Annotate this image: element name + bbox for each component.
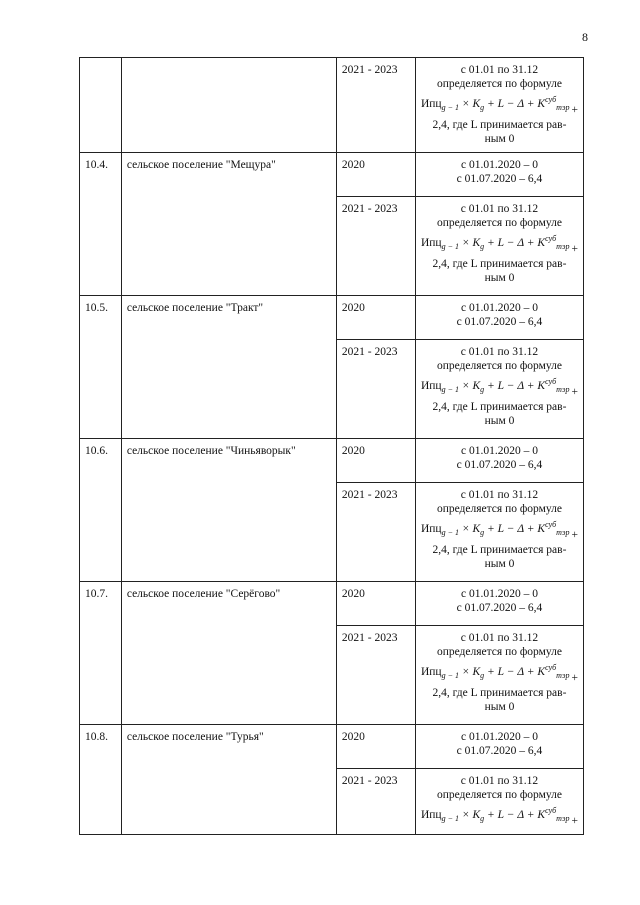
value-line: 2,4, где L принимается рав- [432, 119, 567, 132]
formula: $Ипц_{g - 1} \times K_g + L - \Delta + K^{суб}_{тэр}$ + [420, 234, 578, 255]
value-cell [415, 725, 583, 769]
value-line: с 01.01 по 31.12 [460, 775, 539, 787]
settlement-name-cell [121, 58, 336, 153]
value-cell [415, 296, 583, 340]
table-row [80, 58, 584, 153]
value-line: с 01.01 по 31.12 [460, 346, 539, 358]
row-number-cell: 10.7. [80, 582, 122, 725]
value-line: определяется по формуле [436, 646, 562, 658]
value-line: с 01.07.2020 – 6,4 [456, 745, 543, 757]
value-line: 2,4, где L принимается рав- [432, 258, 567, 271]
row-number-cell: 10.4. [80, 153, 122, 296]
value-line: определяется по формуле [436, 217, 562, 229]
value-line: 2,4, где L принимается рав- [432, 687, 567, 700]
settlement-name-cell: сельское поселение "Турья" [121, 725, 336, 835]
period-cell: 2021 - 2023 [336, 197, 415, 296]
table-row [80, 725, 584, 769]
row-number-cell: 10.6. [80, 439, 122, 582]
row-number-cell: 10.8. [80, 725, 122, 835]
table-row [80, 439, 584, 483]
row-number-cell [80, 58, 122, 153]
value-line: ным 0 [484, 558, 515, 571]
value-line: с 01.01 по 31.12 [460, 632, 539, 644]
value-line: ным 0 [484, 133, 515, 146]
value-cell [415, 483, 583, 582]
period-cell: 2021 - 2023 [336, 626, 415, 725]
period-cell: 2021 - 2023 [336, 340, 415, 439]
value-line: ным 0 [484, 272, 515, 285]
period-cell: 2020 [336, 153, 415, 197]
value-cell [415, 153, 583, 197]
value-cell [415, 340, 583, 439]
value-line: определяется по формуле [436, 360, 562, 372]
value-line: с 01.01.2020 – 0 [460, 731, 538, 743]
value-line: определяется по формуле [436, 789, 562, 801]
table-row [80, 296, 584, 340]
table-row [80, 582, 584, 626]
value-line: с 01.01.2020 – 0 [460, 588, 538, 600]
period-cell: 2021 - 2023 [336, 769, 415, 835]
value-cell [415, 58, 583, 153]
value-line: 2,4, где L принимается рав- [432, 544, 567, 557]
value-line: с 01.07.2020 – 6,4 [456, 173, 543, 185]
value-line: 2,4, где L принимается рав- [432, 401, 567, 414]
settlement-name-cell: сельское поселение "Мещура" [121, 153, 336, 296]
value-line: ным 0 [484, 701, 515, 714]
value-cell [415, 439, 583, 483]
value-cell [415, 197, 583, 296]
period-cell: 2021 - 2023 [336, 58, 415, 153]
value-line: с 01.01 по 31.12 [460, 203, 539, 215]
value-line: с 01.01.2020 – 0 [460, 445, 538, 457]
value-line: ным 0 [484, 415, 515, 428]
period-cell: 2021 - 2023 [336, 483, 415, 582]
period-cell: 2020 [336, 439, 415, 483]
formula: $Ипц_{g - 1} \times K_g + L - \Delta + K^{суб}_{тэр}$ + [420, 377, 578, 398]
value-cell [415, 582, 583, 626]
table-row [80, 153, 584, 197]
period-cell: 2020 [336, 296, 415, 340]
formula: $Ипц_{g - 1} \times K_g + L - \Delta + K^{суб}_{тэр}$ + [420, 806, 578, 827]
value-line: с 01.01 по 31.12 [460, 489, 539, 501]
value-line: с 01.01.2020 – 0 [460, 302, 538, 314]
value-line: с 01.07.2020 – 6,4 [456, 316, 543, 328]
value-line: определяется по формуле [436, 503, 562, 515]
settlement-name-cell: сельское поселение "Тракт" [121, 296, 336, 439]
value-cell [415, 626, 583, 725]
value-line: с 01.07.2020 – 6,4 [456, 459, 543, 471]
value-line: с 01.01 по 31.12 [460, 64, 539, 76]
tariff-table [79, 57, 584, 835]
settlement-name-cell: сельское поселение "Серёгово" [121, 582, 336, 725]
formula: $Ипц_{g - 1} \times K_g + L - \Delta + K^{суб}_{тэр}$ + [420, 520, 578, 541]
row-number-cell: 10.5. [80, 296, 122, 439]
page-number: 8 [582, 30, 588, 44]
value-line: с 01.07.2020 – 6,4 [456, 602, 543, 614]
period-cell: 2020 [336, 582, 415, 626]
value-line: с 01.01.2020 – 0 [460, 159, 538, 171]
formula: $Ипц_{g - 1} \times K_g + L - \Delta + K^{суб}_{тэр}$ + [420, 663, 578, 684]
value-line: определяется по формуле [436, 78, 562, 90]
settlement-name-cell: сельское поселение "Чиньяворык" [121, 439, 336, 582]
period-cell: 2020 [336, 725, 415, 769]
formula: $Ипц_{g - 1} \times K_g + L - \Delta + K^{суб}_{тэр}$ + [420, 95, 578, 116]
value-cell [415, 769, 583, 835]
